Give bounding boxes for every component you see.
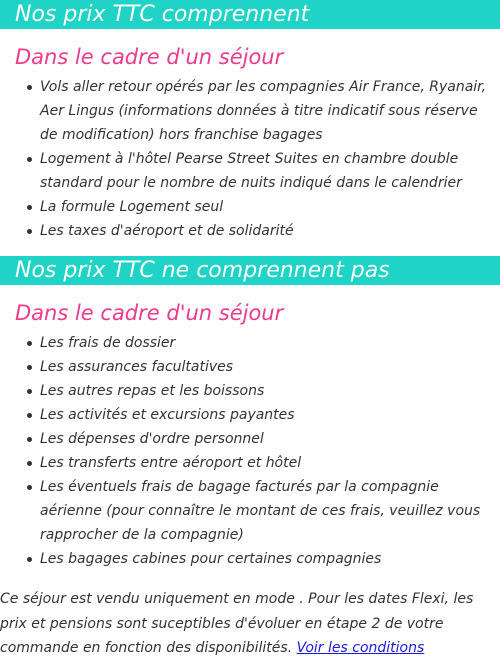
list-item: Les dépenses d'ordre personnel <box>40 427 488 451</box>
section-subheading-excludes: Dans le cadre d'un séjour <box>15 301 284 325</box>
list-item: Logement à l'hôtel Pearse Street Suites en chambre double standard pour le nombre de nuits indiqué dans le calendrier <box>40 147 488 195</box>
list-item: Les assurances facultatives <box>40 355 488 379</box>
section-heading-includes: Nos prix TTC comprennent <box>0 0 500 29</box>
list-item: Les éventuels frais de bagage facturés par la compagnie aérienne (pour connaître le montant de ces frais, veuillez vous rapprocher de la compagnie) <box>40 475 488 547</box>
section-subheading-includes: Dans le cadre d'un séjour <box>15 45 284 69</box>
list-item: Les autres repas et les boissons <box>40 379 488 403</box>
excludes-list <box>0 331 500 571</box>
flexi-note <box>0 587 500 661</box>
includes-list <box>0 75 500 243</box>
conditions-link[interactable]: Voir les conditions <box>296 640 425 656</box>
list-item: Les transferts entre aéroport et hôtel <box>40 451 488 475</box>
list-item: Vols aller retour opérés par les compagnies Air France, Ryanair, Aer Lingus (informations données à titre indicatif sous réserve de modification) hors franchise bagages <box>40 75 488 147</box>
list-item: Les frais de dossier <box>40 331 488 355</box>
flexi-note-text: Ce séjour est vendu uniquement en mode . Pour les dates Flexi, les prix et pensions sont suceptibles d'évoluer en étape 2 de votre commande en fonction des disponibilités. <box>0 591 474 656</box>
list-item: Les activités et excursions payantes <box>40 403 488 427</box>
list-item: Les taxes d'aéroport et de solidarité <box>40 219 488 243</box>
list-item: Les bagages cabines pour certaines compagnies <box>40 547 488 571</box>
list-item: La formule Logement seul <box>40 195 488 219</box>
section-heading-excludes: Nos prix TTC ne comprennent pas <box>0 256 500 285</box>
